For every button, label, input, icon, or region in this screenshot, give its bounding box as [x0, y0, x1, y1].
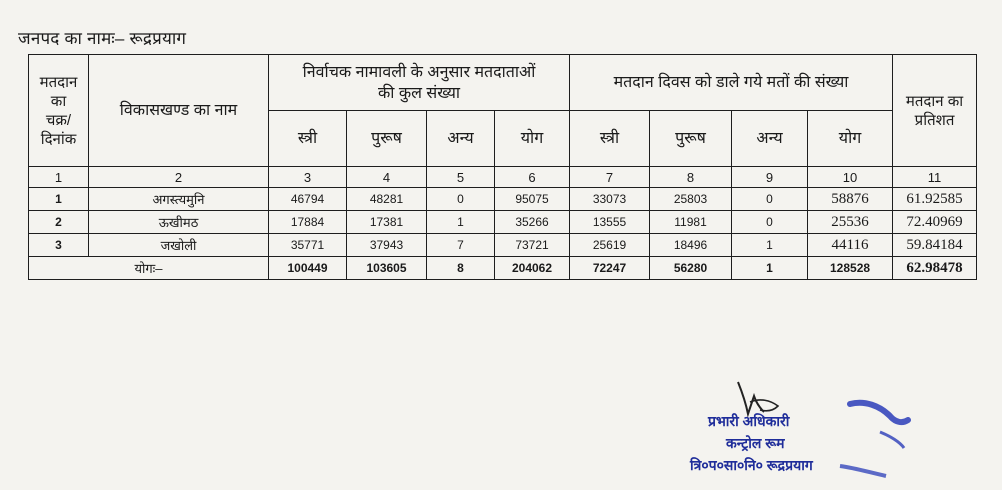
cell-votes-total: 44116	[808, 234, 893, 257]
district-title: जनपद का नामः– रूद्रप्रयाग	[18, 29, 187, 48]
column-number: 8	[650, 167, 732, 188]
header-cycle-line: दिनांक	[40, 130, 77, 148]
cell-roll-other: 1	[427, 211, 495, 234]
cell-roll-female: 17884	[269, 211, 347, 234]
total-votes-male: 56280	[650, 257, 732, 280]
column-number: 11	[893, 167, 977, 188]
total-roll-total: 204062	[495, 257, 570, 280]
cell-votes-male: 18496	[650, 234, 732, 257]
cell-roll-total: 73721	[495, 234, 570, 257]
cell-votes-male: 25803	[650, 188, 732, 211]
column-number: 4	[347, 167, 427, 188]
header-group1-line: निर्वाचक नामावली के अनुसार मतदाताओं	[302, 63, 536, 81]
cell-cycle: 3	[29, 234, 89, 257]
header-votes-cast-group: मतदान दिवस को डाले गये मतों की संख्या	[570, 55, 893, 111]
cell-votes-other: 1	[732, 234, 808, 257]
header-cycle-line: मतदान	[39, 73, 78, 91]
cell-cycle: 2	[29, 211, 89, 234]
header-other: अन्य	[732, 111, 808, 167]
header-electoral-roll-group	[269, 55, 570, 111]
cell-roll-other: 0	[427, 188, 495, 211]
cell-roll-female: 46794	[269, 188, 347, 211]
signature-stamp	[690, 372, 990, 482]
cell-votes-total: 25536	[808, 211, 893, 234]
cell-roll-total: 95075	[495, 188, 570, 211]
header-row-1	[29, 55, 977, 111]
table-row	[29, 211, 977, 234]
column-number: 3	[269, 167, 347, 188]
cell-roll-female: 35771	[269, 234, 347, 257]
signature-line-2: कन्ट्रोल रूम	[726, 435, 785, 451]
header-female: स्त्री	[269, 111, 347, 167]
header-total: योग	[495, 111, 570, 167]
cell-roll-male: 37943	[347, 234, 427, 257]
total-roll-female: 100449	[269, 257, 347, 280]
cell-block-name: ऊखीमठ	[89, 211, 269, 234]
cell-percentage: 72.40969	[893, 211, 977, 234]
table-row	[29, 188, 977, 211]
header-cycle-line: का	[50, 92, 67, 110]
column-number: 7	[570, 167, 650, 188]
cell-votes-other: 0	[732, 211, 808, 234]
cell-percentage: 59.84184	[893, 234, 977, 257]
column-number-row	[29, 167, 977, 188]
header-other: अन्य	[427, 111, 495, 167]
column-number: 6	[495, 167, 570, 188]
signature-line-1: प्रभारी अधिकारी	[708, 413, 790, 429]
cell-roll-total: 35266	[495, 211, 570, 234]
cell-roll-male: 48281	[347, 188, 427, 211]
table-row	[29, 234, 977, 257]
total-percentage: 62.98478	[893, 257, 977, 280]
cell-block-name: अगस्त्यमुनि	[89, 188, 269, 211]
total-row	[29, 257, 977, 280]
cell-roll-other: 7	[427, 234, 495, 257]
header-pct-line: प्रतिशत	[914, 111, 955, 129]
cell-votes-male: 11981	[650, 211, 732, 234]
total-votes-female: 72247	[570, 257, 650, 280]
column-number: 10	[808, 167, 893, 188]
cell-votes-female: 13555	[570, 211, 650, 234]
total-votes-total: 128528	[808, 257, 893, 280]
cell-percentage: 61.92585	[893, 188, 977, 211]
cell-votes-total: 58876	[808, 188, 893, 211]
total-roll-male: 103605	[347, 257, 427, 280]
header-vote-percentage	[893, 55, 977, 167]
cell-votes-female: 33073	[570, 188, 650, 211]
column-number: 1	[29, 167, 89, 188]
header-cycle-line: चक्र/	[45, 111, 72, 129]
header-group1-line: की कुल संख्या	[377, 84, 461, 102]
header-male: पुरूष	[650, 111, 732, 167]
cell-roll-male: 17381	[347, 211, 427, 234]
header-cycle-date	[29, 55, 89, 167]
header-male: पुरूष	[347, 111, 427, 167]
voting-summary-table	[28, 54, 977, 280]
total-roll-other: 8	[427, 257, 495, 280]
total-votes-other: 1	[732, 257, 808, 280]
total-label: योगः–	[29, 257, 269, 280]
column-number: 2	[89, 167, 269, 188]
header-female: स्त्री	[570, 111, 650, 167]
header-pct-line: मतदान का	[905, 92, 964, 110]
column-number: 5	[427, 167, 495, 188]
header-block-name: विकासखण्ड का नाम	[89, 55, 269, 167]
cell-block-name: जखोली	[89, 234, 269, 257]
cell-cycle: 1	[29, 188, 89, 211]
column-number: 9	[732, 167, 808, 188]
cell-votes-female: 25619	[570, 234, 650, 257]
header-total: योग	[808, 111, 893, 167]
signature-line-3: त्रि०प०सा०नि० रूद्रप्रयाग	[690, 457, 813, 473]
cell-votes-other: 0	[732, 188, 808, 211]
